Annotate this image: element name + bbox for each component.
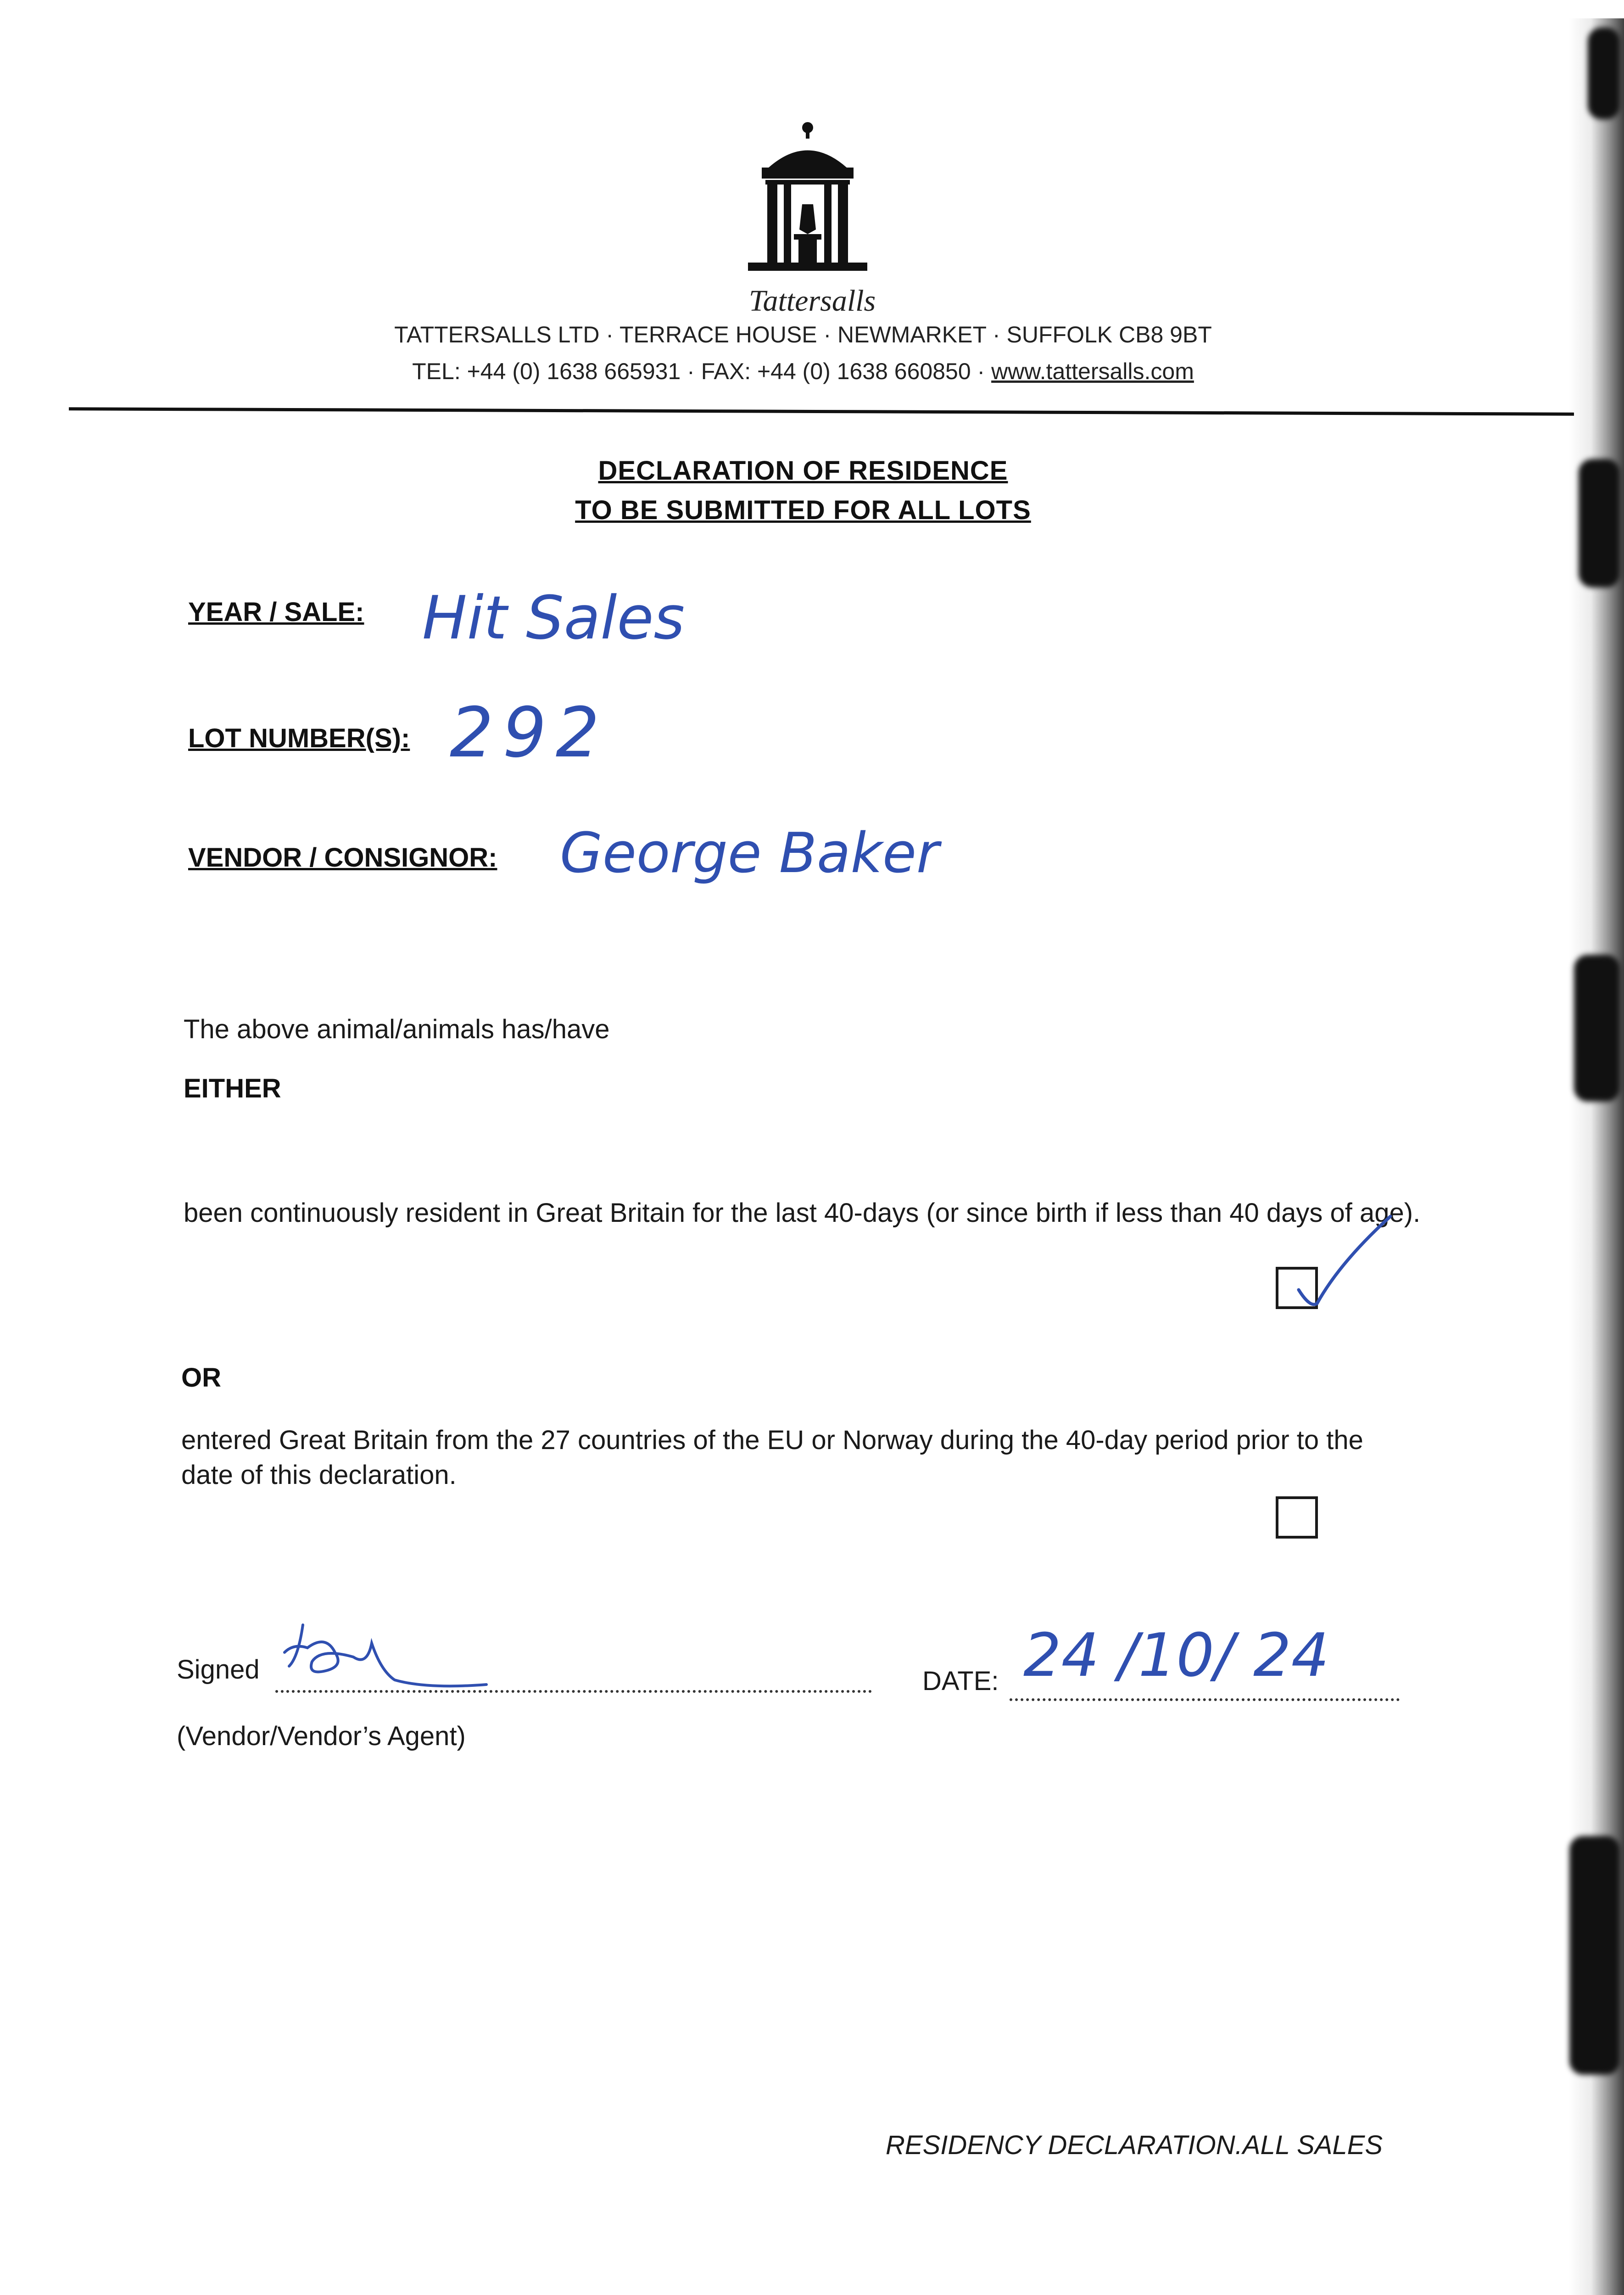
date-value[interactable]: 24 /10/ 24 bbox=[1023, 1620, 1329, 1690]
vendor-value[interactable]: George Baker bbox=[560, 822, 939, 885]
lot-number-label: LOT NUMBER(S): bbox=[188, 723, 410, 753]
date-label: DATE: bbox=[922, 1666, 999, 1696]
footer-form-id: RESIDENCY DECLARATION.ALL SALES bbox=[886, 2130, 1383, 2160]
form-subtitle: TO BE SUBMITTED FOR ALL LOTS bbox=[575, 495, 1031, 525]
either-label: EITHER bbox=[184, 1074, 281, 1103]
signed-label: Signed bbox=[177, 1655, 260, 1685]
scan-blot bbox=[1574, 955, 1620, 1102]
company-contact bbox=[275, 358, 1331, 385]
company-address: TATTERSALLS LTD · TERRACE HOUSE · NEWMARKET · SUFFOLK CB8 9BT bbox=[394, 322, 1212, 347]
form-title: DECLARATION OF RESIDENCE bbox=[598, 456, 1008, 486]
signature-scribble bbox=[275, 1616, 505, 1694]
scan-blot bbox=[1569, 1836, 1620, 2075]
scan-blot bbox=[1588, 28, 1620, 119]
tattersalls-rotunda-logo bbox=[725, 119, 890, 285]
header-divider bbox=[69, 407, 1574, 415]
contact-numbers: TEL: +44 (0) 1638 665931 · FAX: +44 (0) 1638 660850 · bbox=[412, 358, 992, 384]
option-1-text: been continuously resident in Great Britain for the last 40-days (or since birth if less than 40 days of age). bbox=[184, 1198, 1421, 1228]
date-line[interactable] bbox=[1010, 1698, 1400, 1701]
declaration-intro: The above animal/animals has/have bbox=[184, 1014, 610, 1044]
website-link[interactable]: www.tattersalls.com bbox=[991, 358, 1194, 384]
lot-number-value[interactable]: 292 bbox=[450, 693, 609, 773]
vendor-agent-note: (Vendor/Vendor’s Agent) bbox=[177, 1721, 466, 1751]
year-sale-label: YEAR / SALE: bbox=[188, 597, 364, 627]
year-sale-value[interactable]: Hit Sales bbox=[422, 583, 685, 653]
brand-name: Tattersalls bbox=[748, 284, 876, 318]
checkmark-icon bbox=[1285, 1212, 1395, 1317]
scan-blot bbox=[1579, 459, 1620, 588]
vendor-label: VENDOR / CONSIGNOR: bbox=[188, 843, 497, 873]
or-label: OR bbox=[181, 1363, 221, 1393]
option-2-text: entered Great Britain from the 27 countries of the EU or Norway during the 40-day period prior to the date of this declaration. bbox=[181, 1425, 1363, 1490]
option-2-checkbox[interactable] bbox=[1276, 1496, 1318, 1539]
